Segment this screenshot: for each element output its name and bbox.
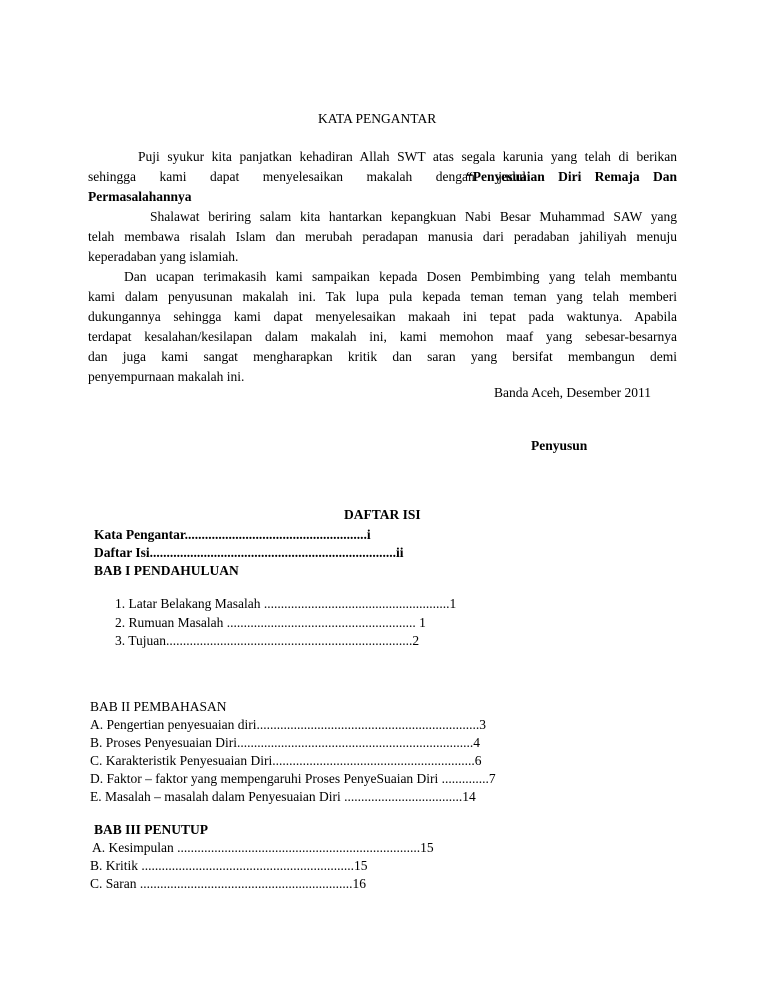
- foreword-line: Shalawat beriring salam kita hantarkan kepangkuan Nabi Besar Muhammad SAW yang: [150, 209, 677, 224]
- toc-entry: 1. Latar Belakang Masalah .......................................................1: [115, 596, 457, 611]
- toc-entry-kata-pengantar: Kata Pengantar......................................................i: [94, 527, 371, 542]
- paper-title-part: Permasalahannya: [88, 189, 192, 204]
- foreword-line: penyempurnaan makalah ini.: [88, 369, 245, 384]
- foreword-line: sehingga kami dapat menyelesaikan makalah dengan judul: [88, 169, 526, 184]
- place-date: Banda Aceh, Desember 2011: [494, 385, 651, 400]
- toc-bab1-title: BAB I PENDAHULUAN: [94, 563, 239, 578]
- toc-entry: C. Saran ...............................................................16: [90, 876, 366, 891]
- toc-entry: B. Kritik ...............................................................15: [90, 858, 368, 873]
- toc-entry: E. Masalah – masalah dalam Penyesuaian Diri ...................................14: [90, 789, 476, 804]
- foreword-line: telah membawa risalah Islam dan merubah peradapan manusia dari peradaban jahiliyah menuju: [88, 229, 677, 244]
- signature: Penyusun: [531, 438, 588, 453]
- foreword-line: Dan ucapan terimakasih kami sampaikan kepada Dosen Pembimbing yang telah membantu: [124, 269, 677, 284]
- toc-entry: C. Karakteristik Penyesuaian Diri............................................................6: [90, 753, 482, 768]
- toc-bab3-title: BAB III PENUTUP: [94, 822, 209, 837]
- toc-entry: A. Pengertian penyesuaian diri..................................................................3: [90, 717, 486, 732]
- foreword-line: keperadaban yang islamiah.: [88, 249, 239, 264]
- foreword-line: terdapat kesalahan/kesilapan dalam makalah ini, kami memohon maaf yang sebesar-besarnya: [88, 329, 677, 344]
- foreword-line: dukungannya sehingga kami dapat menyelesaikan makaah ini tepat pada waktunya. Apabila: [88, 309, 677, 324]
- toc-bab2-title: BAB II PEMBAHASAN: [90, 699, 227, 714]
- toc-entry: 2. Rumuan Masalah ........................................................ 1: [115, 615, 426, 630]
- foreword-line: Puji syukur kita panjatkan kehadiran Allah SWT atas segala karunia yang telah di berikan: [138, 149, 677, 164]
- foreword-title: KATA PENGANTAR: [318, 111, 437, 126]
- toc-entry: 3. Tujuan.........................................................................2: [115, 633, 420, 648]
- toc-entry: D. Faktor – faktor yang mempengaruhi Proses PenyeSuaian Diri ..............7: [90, 771, 496, 786]
- toc-entry-daftar-isi: Daftar Isi.........................................................................ii: [94, 545, 404, 560]
- toc-entry: A. Kesimpulan ........................................................................15: [92, 840, 434, 855]
- foreword-line: kami dalam penyusunan makalah ini. Tak lupa pula kepada teman teman yang telah memberi: [88, 289, 677, 304]
- paper-title-part: “Penyesuaian Diri Remaja Dan: [466, 169, 677, 184]
- toc-entry: B. Proses Penyesuaian Diri......................................................................4: [90, 735, 480, 750]
- foreword-line: dan juga kami sangat mengharapkan kritik dan saran yang bersifat membangun demi: [88, 349, 677, 364]
- toc-title: DAFTAR ISI: [344, 507, 421, 522]
